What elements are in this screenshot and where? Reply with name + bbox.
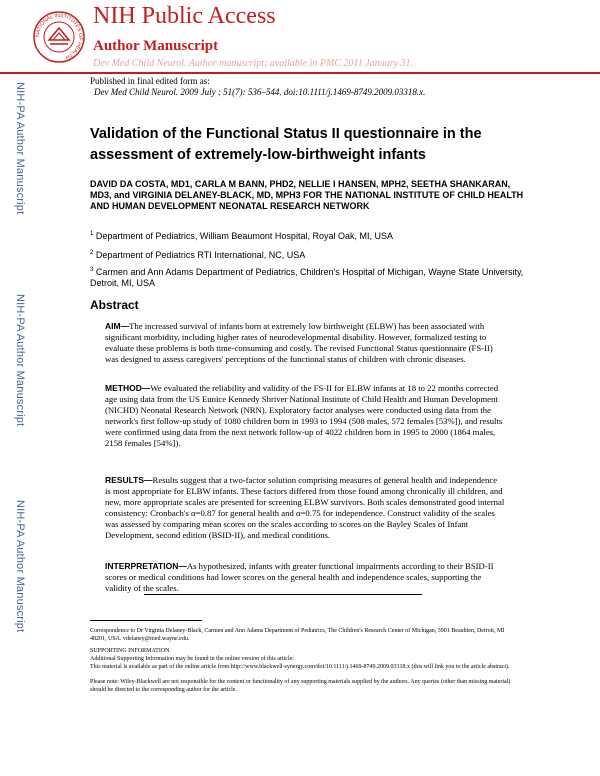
footnote-divider (90, 620, 202, 621)
supporting-material-link[interactable]: This material is available as part of the online article from http://www.blackwell-synergy.com/doi/10.1111/j.1469-8749.2009.03318.x (this will link you to the article abstract). (90, 664, 510, 670)
correspondence-note: Correspondence to Dr Virginia Delaney-Black, Carmen and Ann Adams Department of Pediatrics, The Children's Research Center of Michigan, 3901 Beaubien, Detroit, MI 48201, USA. vdelaney@med.wayne.edu. (90, 628, 505, 642)
author-manuscript-label: Author Manuscript (93, 38, 219, 54)
published-label: Published in final edited form as: (90, 76, 210, 86)
publisher-note: Please note: Wiley-Blackwell are not responsible for the content or functionality of any supporting materials supplied by the authors. Any queries (other than missing material) should be directed to the corresponding author for the article. (90, 679, 511, 693)
side-watermark-1: NIH-PA Author Manuscript (14, 82, 26, 215)
supporting-info-heading: SUPPORTING INFORMATION (90, 648, 170, 654)
abstract-results: RESULTS—Results suggest that a two-factor solution comprising measures of general health and independence is most appropriate for ELBW infants. These factors differed from those found among chronically ill children, and new, more appropriate scales are presented for screening ELBW survivors. Both scales demonstrated good internal consistency: Cronbach's α=0.87 for general health and α=0.75 for independence. Construct validity of the scales was assessed by comparing mean scores on the scales according to scores on the Bayley Scales of Infant Development, second edition (BSID-II), and medical conditions. (105, 475, 505, 540)
abstract-heading: Abstract (90, 298, 139, 312)
affiliation-1: $^1$ Department of Pediatrics, William Beaumont Hospital, Royal Oak, MI, USA (90, 231, 393, 241)
author-list: DAVID DA COSTA, MD1, CARLA M BANN, PHD2, NELLIE I HANSEN, MPH2, SEETHA SHANKARAN, MD3, and VIRGINIA DELANEY-BLACK, MD, MPH3 FOR THE NATIONAL INSTITUTE OF CHILD HEALTH AND HUMAN DEVELOPMENT NEONATAL RESEARCH NETWORK (90, 179, 524, 211)
nih-public-access-title: NIH Public Access (93, 3, 276, 29)
aim-label: AIM— (105, 321, 130, 331)
nih-seal-logo (32, 10, 86, 64)
abstract-interpretation: INTERPRETATION—As hypothesized, infants with greater functional impairments according to their BSID-II scores or medical conditions had lower scores on the general health and independence scales, supporting the validity of the scales. (105, 561, 494, 593)
results-label: RESULTS— (105, 475, 153, 485)
interpretation-label: INTERPRETATION— (105, 561, 187, 571)
journal-citation: Dev Med Child Neurol. 2009 July ; 51(7): 536–544. doi:10.1111/j.1469-8749.2009.03318.x. (94, 87, 426, 97)
side-watermark-3: NIH-PA Author Manuscript (14, 500, 26, 633)
side-watermark-2: NIH-PA Author Manuscript (14, 294, 26, 427)
affiliation-2: $^2$ Department of Pediatrics RTI International, NC, USA (90, 250, 306, 260)
interpretation-underline (144, 594, 422, 595)
abstract-method: METHOD—We evaluated the reliability and validity of the FS-II for ELBW infants at 18 to 22 months corrected age using data from the US Eunice Kennedy Shriver National Institute of Child Health and Human Development (NICHD) Neonatal Research Network (NRN). Exploratory factor analyses were conducted using data from the network's first follow-up study of 1080 children born in 1993 to 1994 (508 males, 572 females [53%]), and results were confirmed using data from the next network follow-up of 4022 children born in 1995 to 2000 (1864 males, 2158 females [54%]). (105, 383, 503, 448)
method-label: METHOD— (105, 383, 151, 393)
abstract-aim: AIM—The increased survival of infants born at extremely low birthweight (ELBW) has been associated with significant morbidity, including higher rates of neurodevelopmental disability. However, formalized testing to evaluate these problems is both time-consuming and costly. The revised Functional Status questionnaire (FS-II) was designed to assess caregivers' perceptions of the functional status of children with chronic diseases. (105, 321, 493, 364)
affiliation-3: $^3$ Carmen and Ann Adams Department of Pediatrics, Children's Hospital of Michigan, Wayne State University, Detroit, MI, USA (90, 267, 524, 288)
supporting-info-text: Additional Supporting Information may be found in the online version of this article: (90, 656, 294, 662)
pmc-availability-citation: Dev Med Child Neurol. Author manuscript; available in PMC 2011 January 31. (93, 58, 414, 69)
seal-ring-text: NATIONAL INSTITUTES OF HEALTH (34, 12, 84, 60)
paper-title: Validation of the Functional Status II questionnaire in the assessment of extremely-low-birthweight infants (90, 126, 482, 163)
header-divider (0, 72, 600, 74)
